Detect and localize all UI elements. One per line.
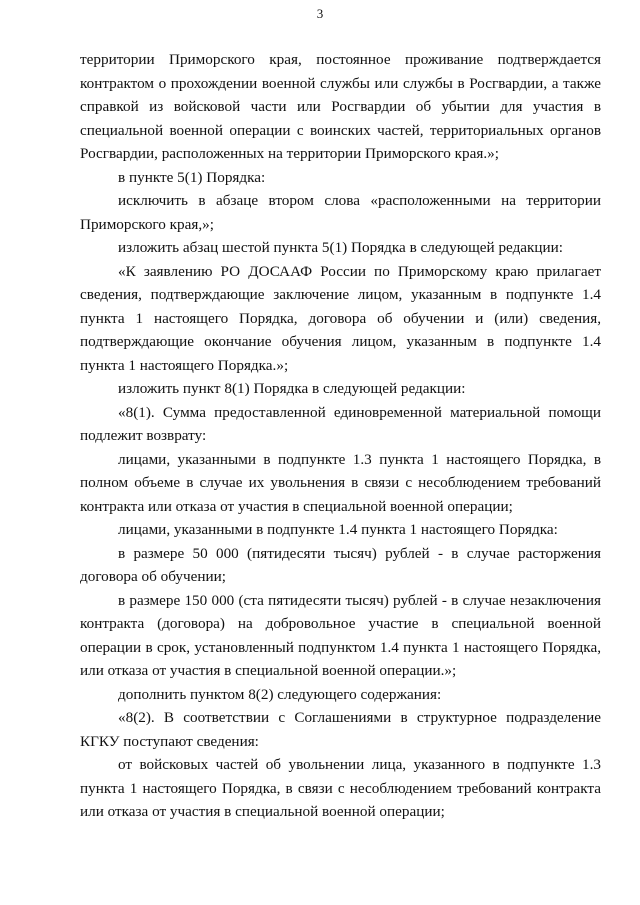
paragraph-continuation: территории Приморского края, постоянное проживание подтверждается контрактом о прохождении военной службы или службы в Росгвардии, а также справкой из войсковой части или Росгвардии об убытии для участия в специальной военной операции с воинских частей, территориальных органов Росгвардии, расположенных на территории Приморского края.»;	[80, 51, 601, 162]
paragraph: лицами, указанными в подпункте 1.3 пункта 1 настоящего Порядка, в полном объеме в случае их увольнения в связи с несоблюдением требований контракта или отказа от участия в специальной военной операции;	[80, 450, 601, 515]
page-number: 3	[316, 6, 324, 21]
paragraph: «К заявлению РО ДОСААФ России по Приморскому краю прилагает сведения, подтверждающие заключение лицом, указанным в подпункте 1.4 пункта 1 настоящего Порядка, договора об обучении и (или) сведения, подтверждающие окончание обучения лицом, указанным в подпункте 1.4 пункта 1 настоящего Порядка.»;	[80, 262, 601, 374]
document-body	[80, 48, 601, 824]
paragraph: в размере 50 000 (пятидесяти тысяч) рублей - в случае расторжения договора об обучении;	[80, 544, 601, 585]
paragraph: изложить пункт 8(1) Порядка в следующей редакции:	[118, 380, 466, 397]
paragraph: от войсковых частей об увольнении лица, указанного в подпункте 1.3 пункта 1 настоящего Порядка, в связи с несоблюдением требований контракта или отказа от участия в специальной военной операции;	[80, 756, 601, 820]
paragraph: изложить абзац шестой пункта 5(1) Порядка в следующей редакции:	[118, 239, 564, 256]
paragraph: в размере 150 000 (ста пятидесяти тысяч) рублей - в случае незаключения контракта (договора) на добровольное участие в специальной военной операции в срок, установленный подпунктом 1.4 пункта 1 настоящего Порядка, или отказа от участия в специальной военной операции.»;	[80, 591, 601, 679]
paragraph: «8(1). Сумма предоставленной единовременной материальной помощи подлежит возврату:	[80, 403, 601, 444]
paragraph: в пункте 5(1) Порядка:	[118, 168, 266, 186]
paragraph: исключить в абзаце втором слова «расположенными на территории Приморского края,»;	[80, 192, 601, 233]
paragraph: дополнить пунктом 8(2) следующего содержания:	[118, 685, 442, 703]
paragraph: «8(2). В соответствии с Соглашениями в структурное подразделение КГКУ поступают сведения:	[80, 709, 601, 750]
paragraph: лицами, указанными в подпункте 1.4 пункта 1 настоящего Порядка:	[118, 521, 558, 538]
